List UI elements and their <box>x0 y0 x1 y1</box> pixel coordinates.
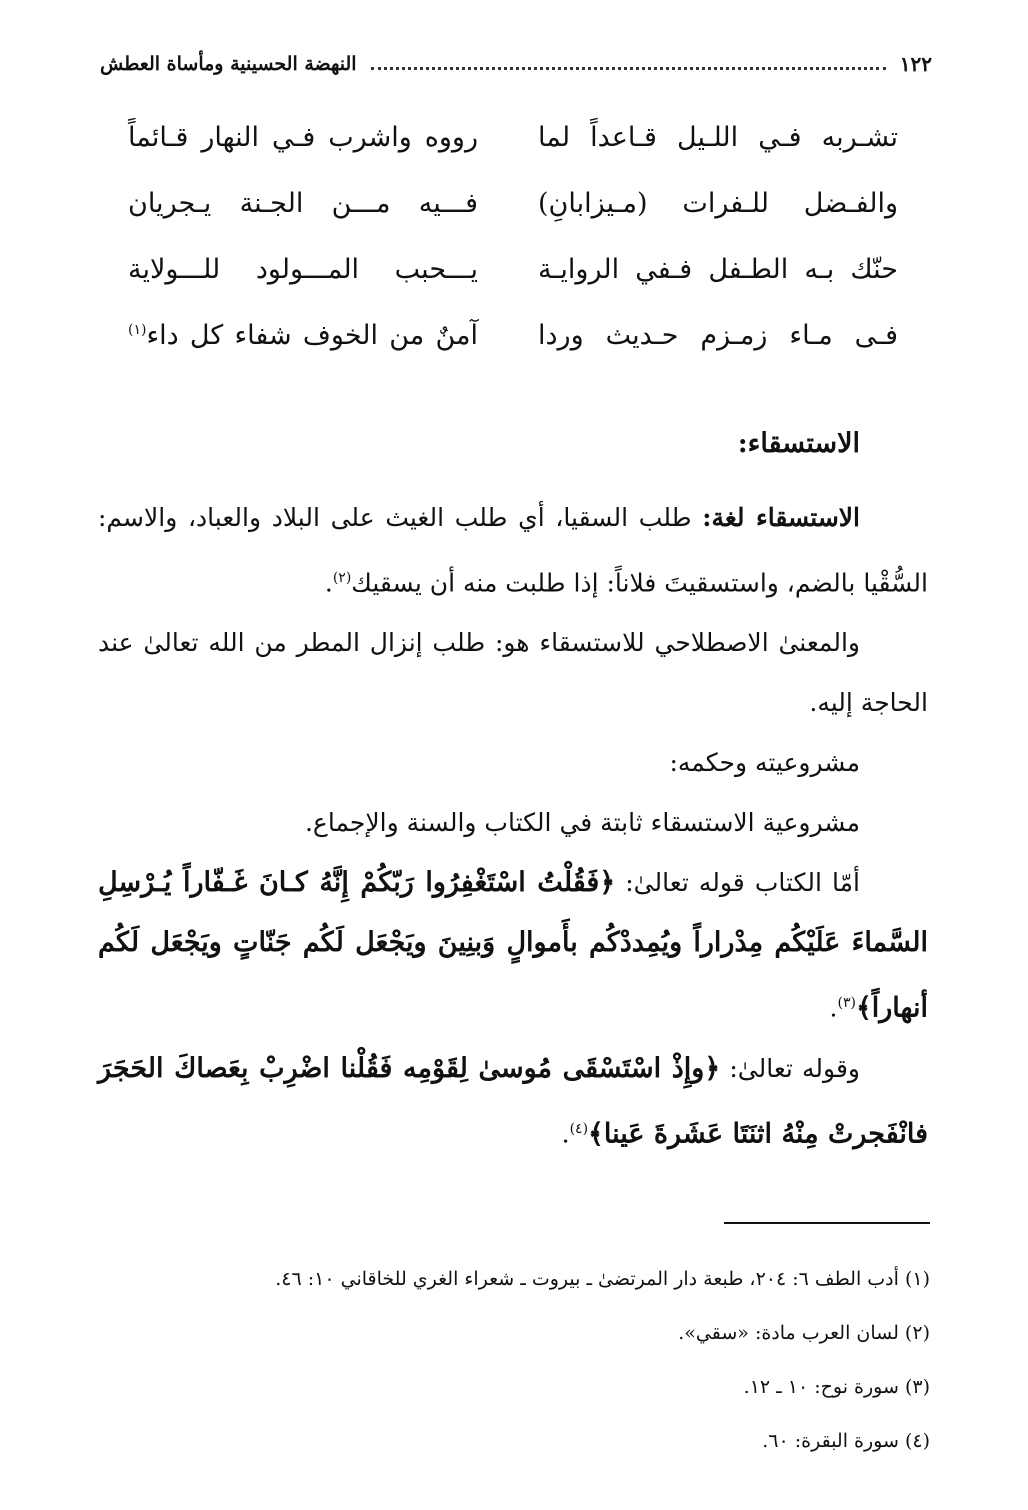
paragraph-legitimacy: مشروعية الاستسقاء ثابتة في الكتاب والسنة والإجماع. <box>304 808 860 838</box>
paragraph-linguistic-definition <box>98 488 928 613</box>
poem-verse <box>128 302 898 368</box>
footnotes <box>110 1252 930 1468</box>
paragraph-text: وقوله تعالىٰ: <box>720 1053 860 1083</box>
quran-verse: ﴿وإِذْ اسْتَسْقَى مُوسىٰ لِقَوْمِه فَقُلْنا اضْرِبْ بِعَصاكَ الحَجَرَ فانْفَجرتْ مِنْهُ اثنَتَا عَشَرةَ عَينا﴾ <box>98 1052 928 1149</box>
period: . <box>324 568 333 598</box>
body-text <box>98 488 928 1164</box>
page-number: ١٢٢ <box>899 52 932 76</box>
poem-hemistich-first: والفـضل للـفرات (مـيزابانِ) <box>538 187 898 219</box>
poem-hemistich-second-with-note <box>128 320 478 351</box>
poem-hemistich-second: يـــحبب المـــولود للـــولاية <box>128 253 478 285</box>
quran-verse: ﴿فَقُلْتُ اسْتَغْفِرُوا رَبّكُمْ إِنَّهُ كـانَ غَـفّاراً يُـرْسِلِ السَّماءَ عَلَيْكُم مِدْراراً ويُمِددْكُم بأَموالٍ وَبنِينَ ويَجْعَل لَكُم جَنّاتٍ ويَجْعَل لَكُم أنهاراً﴾ <box>98 867 928 1024</box>
section-heading: الاستسقاء: <box>737 428 860 459</box>
poem-verse <box>128 170 898 236</box>
poem-verse <box>128 236 898 302</box>
poem-hemistich-second: رووه واشرب فـي النهار قـائماً <box>128 121 478 153</box>
poem-hemistich-text: آمنٌ من الخوف شفاء كل داء <box>146 319 478 351</box>
paragraph-subheading: مشروعيته وحكمه: <box>669 748 860 778</box>
paragraph-text: أمّا الكتاب قوله تعالىٰ: <box>615 868 860 898</box>
running-title: النهضة الحسينية ومأساة العطش <box>100 53 357 75</box>
paragraph-technical-definition: والمعنىٰ الاصطلاحي للاستسقاء هو: طلب إنزال المطر من الله تعالىٰ عند الحاجة إليه. <box>98 628 928 718</box>
footnote-ref: (٢) <box>332 570 352 586</box>
poem-hemistich-second: فـــيه مـــن الجـنة يـجريان <box>128 187 478 219</box>
paragraph-quran-evidence-1 <box>98 853 928 1038</box>
paragraph-text: طلب السقيا، أي طلب الغيث على البلاد والعباد، والاسم: السُّقْيا بالضم، واستسقيتَ فلاناً: إذا طلبت منه أن يسقيك <box>98 503 928 598</box>
poem-verse <box>128 104 898 170</box>
footnote-separator <box>724 1222 930 1224</box>
page-header <box>100 44 932 84</box>
period: . <box>561 1118 570 1148</box>
poem <box>128 104 898 368</box>
poem-hemistich-first: فـى مـاء زمـزم حـديث وردا <box>538 319 898 351</box>
paragraph-quran-evidence-2 <box>98 1039 928 1164</box>
poem-hemistich-first: حنّك بـه الطـفل فـفي الروايـة <box>538 253 898 285</box>
footnote-ref: (٤) <box>569 1120 589 1137</box>
footnote: (٣) سورة نوح: ١٠ ـ ١٢. <box>743 1376 930 1398</box>
footnote: (١) أدب الطف ٦: ٢٠٤، طبعة دار المرتضىٰ ـ بيروت ـ شعراء الغري للخاقاني ١٠: ٤٦. <box>275 1268 930 1290</box>
footnote: (٤) سورة البقرة: ٦٠. <box>762 1430 930 1452</box>
footnote: (٢) لسان العرب مادة: «سقي». <box>678 1322 930 1344</box>
poem-hemistich-first: تشـربه فـي اللـيل قـاعداً لما <box>538 121 898 153</box>
footnote-ref: (١) <box>128 321 147 338</box>
footnote-ref: (٣) <box>837 995 856 1012</box>
header-dotted-leader <box>371 67 886 70</box>
term-lead: الاستسقاء لغة: <box>702 503 860 532</box>
period: . <box>829 993 838 1023</box>
